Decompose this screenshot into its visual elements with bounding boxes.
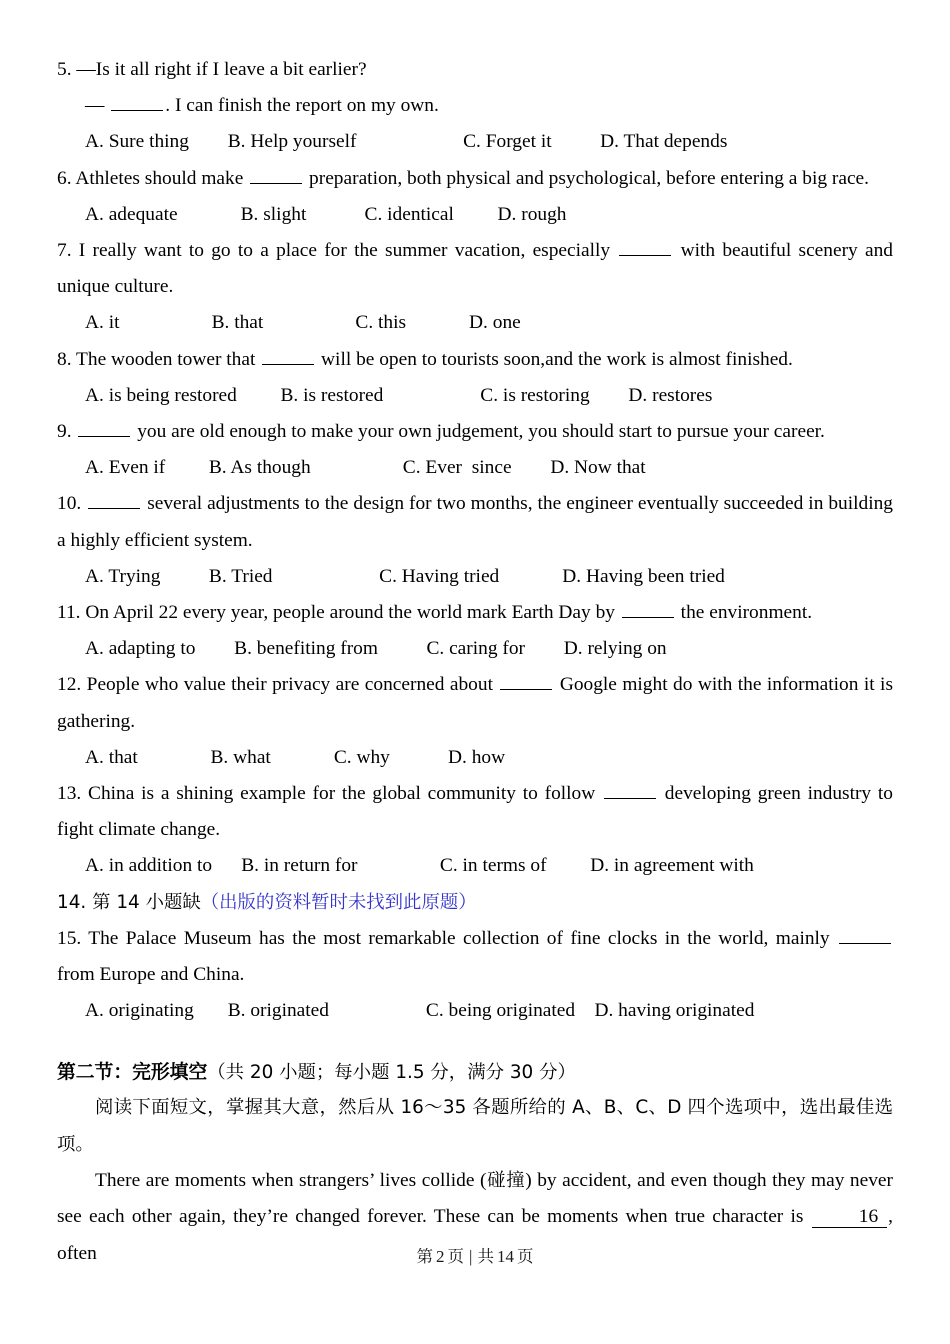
footer-page-unit: 页: [447, 1247, 465, 1266]
question-12-stem: 12. People who value their privacy are concerned about Google might do with the information it is gathering.: [57, 674, 898, 732]
question-13-stem: 13. China is a shining example for the global community to follow developing green industry to fight climate change.: [57, 783, 898, 841]
question-8-options: A. is being restored B. is restored C. is restoring D. restores: [85, 384, 713, 406]
answer-blank: [604, 782, 656, 799]
section-two-instruction: 阅读下面短文，掌握其大意，然后从 16～35 各题所给的 A、B、C、D 四个选项中，选出最佳选项。: [57, 1097, 893, 1155]
section-two-heading-score: （共 20 小题；每小题 1.5 分，满分 30 分）: [207, 1062, 576, 1084]
question-11-stem: 11. On April 22 every year, people around the world mark Earth Day by the environment.: [57, 602, 813, 624]
footer-page-number: 2: [436, 1247, 445, 1266]
question-11-options: A. adapting to B. benefiting from C. caring for D. relying on: [85, 638, 667, 660]
question-12-options: A. that B. what C. why D. how: [85, 746, 506, 768]
page-content: [57, 52, 898, 1273]
footer-total-number: 14: [496, 1247, 514, 1266]
page-footer: [0, 1243, 950, 1267]
question-14-missing-prefix: 14. 第 14 小题缺: [57, 891, 201, 913]
question-13-options: A. in addition to B. in return for C. in terms of D. in agreement with: [85, 855, 754, 877]
cloze-blank-16: 16: [812, 1207, 887, 1227]
question-14-missing-note: （出版的资料暂时未找到此原题）: [200, 891, 477, 913]
section-two-instruction-wrap: [57, 1090, 893, 1162]
question-6-options: A. adequate B. slight C. identical D. rough: [85, 203, 567, 225]
cloze-passage-part-3: , often: [57, 1206, 893, 1265]
footer-separator: |: [469, 1247, 473, 1266]
answer-blank: [111, 94, 163, 111]
question-7-stem: 7. I really want to go to a place for the summer vacation, especially with beautiful scenery and unique culture.: [57, 240, 898, 298]
answer-blank: [250, 167, 302, 184]
question-7-options: A. it B. that C. this D. one: [85, 312, 521, 334]
answer-blank: [500, 674, 552, 691]
footer-page-prefix: 第: [416, 1247, 434, 1266]
answer-blank: [262, 348, 314, 365]
cloze-passage-gloss: 碰撞: [486, 1169, 526, 1191]
section-two-heading-title: 第二节：完形填空: [57, 1062, 208, 1084]
question-6-stem: 6. Athletes should make preparation, both physical and psychological, before entering a big race.: [57, 167, 870, 189]
footer-total-unit: 页: [516, 1247, 534, 1266]
answer-blank: [619, 239, 671, 256]
answer-blank: [78, 420, 130, 437]
question-5-stem-line-1: 5. —Is it all right if I leave a bit earlier?: [57, 59, 367, 80]
question-15-stem: 15. The Palace Museum has the most remarkable collection of fine clocks in the world, mainly from Europe and China.: [57, 927, 898, 986]
question-15-options: A. originating B. originated C. being originated D. having originated: [85, 1000, 755, 1022]
question-9-stem: 9. you are old enough to make your own judgement, you should start to pursue your career.: [57, 421, 825, 443]
question-10-stem: 10. several adjustments to the design for two months, the engineer eventually succeeded in building a highly efficient system.: [57, 493, 898, 551]
question-14-missing-row: [57, 885, 893, 921]
answer-blank: [839, 927, 891, 944]
question-10-options: A. Trying B. Tried C. Having tried D. Having been tried: [85, 565, 725, 587]
cloze-passage-part-1: There are moments when strangers’ lives collide (: [95, 1169, 487, 1191]
question-8-stem: 8. The wooden tower that will be open to tourists soon,and the work is almost finished.: [57, 348, 793, 370]
answer-blank: [622, 601, 674, 618]
cloze-passage-part-2: ) by accident, and even though they may never see each other again, they’re changed forever. These can be moments when true character is: [57, 1169, 893, 1228]
question-9-options: A. Even if B. As though C. Ever since D. Now that: [85, 457, 646, 479]
section-two-heading: [57, 1029, 893, 1090]
question-5-options: A. Sure thing B. Help yourself C. Forget it D. That depends: [85, 131, 728, 153]
question-5-stem-line-2: — . I can finish the report on my own.: [85, 95, 439, 117]
footer-total-prefix: 共: [477, 1247, 494, 1266]
answer-blank: [88, 493, 140, 510]
